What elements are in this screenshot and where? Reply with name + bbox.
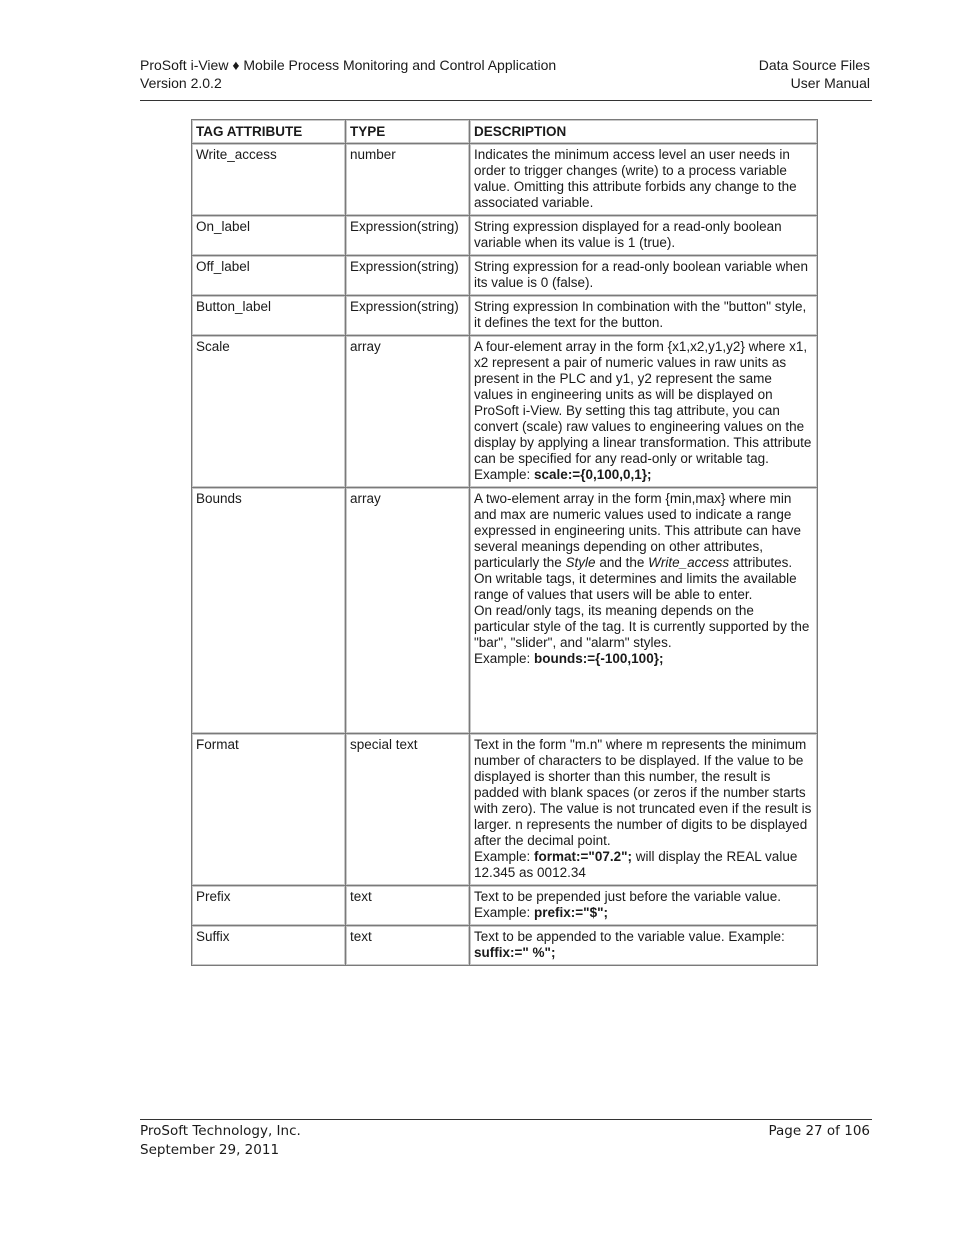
description-text: String expression In combination with the "button" style, it defines the text for the button. [474,299,807,330]
section-title: Data Source Files [758,57,870,73]
tag-attribute-table [191,119,818,966]
type-cell: Expression(string) [346,296,470,336]
example-code: bounds:={-100,100}; [534,651,664,666]
description-cell [470,734,818,886]
attribute-cell: Prefix [192,886,346,926]
table-row [192,336,818,488]
table-row [192,216,818,256]
type-cell: array [346,488,470,734]
description-paragraph: Text in the form "m.n" where m represents the minimum number of characters to be displayed. If the value to be displayed is shorter than this number, the result is padded with blank spaces (or zeros if the number starts with zero). The value is not truncated even if the result is larger. n represents the number of digits to be displayed after the decimal point. [474,737,812,848]
type-cell: text [346,926,470,966]
header-left [140,56,556,92]
attribute-cell: Format [192,734,346,886]
document-version: Version 2.0.2 [140,75,222,91]
description-text: Example: [474,651,535,666]
footer-left [140,1122,301,1160]
type-cell: special text [346,734,470,886]
table-row [192,256,818,296]
description-text: attributes. [729,555,793,570]
page-number: Page 27 of 106 [768,1123,870,1139]
document-title: ProSoft i-View ♦ Mobile Process Monitoring and Control Application [140,57,557,73]
example-code: format:="07.2"; [534,849,632,864]
type-cell: array [346,336,470,488]
description-cell [470,926,818,966]
description-cell [470,256,818,296]
description-text: Text to be prepended just before the variable value. Example: [474,889,781,920]
column-header-type: TYPE [346,120,470,144]
description-cell [470,144,818,216]
type-cell: Expression(string) [346,216,470,256]
description-cell [470,216,818,256]
description-paragraph [474,651,813,667]
description-text: Indicates the minimum access level an user needs in order to trigger changes (write) to a process variable value. Omitting this attribute forbids any change to the associated variable. [474,147,797,210]
header-right [759,56,870,92]
style-attribute-ref: Style [565,555,596,570]
attribute-cell: Button_label [192,296,346,336]
attribute-cell: On_label [192,216,346,256]
type-cell: Expression(string) [346,256,470,296]
attribute-cell: Suffix [192,926,346,966]
description-text: String expression for a read-only boolean variable when its value is 0 (false). [474,259,808,290]
description-paragraph [474,849,813,881]
description-cell [470,336,818,488]
table-row [192,144,818,216]
description-text: A two-element array in the form {min,max} where min and max are numeric values used to indicate a range expressed in engineering units. This attribute can have several meanings depending on other attributes, particularly the [474,491,801,570]
description-text: Text to be appended to the variable value. Example: [474,929,785,944]
attribute-cell: Bounds [192,488,346,734]
write-access-ref: Write_access [648,555,730,570]
table-row [192,886,818,926]
description-cell [470,886,818,926]
publication-date: September 29, 2011 [140,1142,280,1158]
description-cell [470,488,818,734]
attribute-cell: Scale [192,336,346,488]
column-header-attribute: TAG ATTRIBUTE [192,120,346,144]
table-row [192,926,818,966]
document-type: User Manual [790,75,870,91]
table-row [192,296,818,336]
company-name: ProSoft Technology, Inc. [140,1123,301,1139]
type-cell: text [346,886,470,926]
description-paragraph [474,491,813,571]
attribute-cell: Off_label [192,256,346,296]
table-header-row [192,120,818,144]
example-code: suffix:=" %"; [474,945,556,960]
footer-divider [140,1119,872,1120]
description-cell [470,296,818,336]
description-paragraph: On read/only tags, its meaning depends on the particular style of the tag. It is currently supported by the "bar", "slider", and "alarm" styles. [474,603,810,650]
example-code: prefix:="$"; [534,905,608,920]
attribute-cell: Write_access [192,144,346,216]
description-text: will display the REAL value 12.345 as 0012.34 [474,849,798,880]
description-text: String expression displayed for a read-only boolean variable when its value is 1 (true). [474,219,782,250]
description-text: A four-element array in the form {x1,x2,y1,y2} where x1, x2 represent a pair of numeric values in raw units as present in the PLC and y1, y2 represent the same values in engineering units as will be displayed on ProSoft i-View. By setting this tag attribute, you can convert (scale) raw values to engineering values on the display by applying a linear transformation. This attribute can be specified for any read-only or writable tag. Example: [474,339,812,482]
page-header [140,56,870,96]
header-divider [140,100,872,101]
table-row [192,734,818,886]
description-paragraph: On writable tags, it determines and limits the available range of values that users will be able to enter. [474,571,797,602]
description-text: Example: [474,849,535,864]
column-header-description: DESCRIPTION [470,120,818,144]
example-code: scale:={0,100,0,1}; [534,467,652,482]
table-row [192,488,818,734]
type-cell: number [346,144,470,216]
description-text: and the [595,555,649,570]
